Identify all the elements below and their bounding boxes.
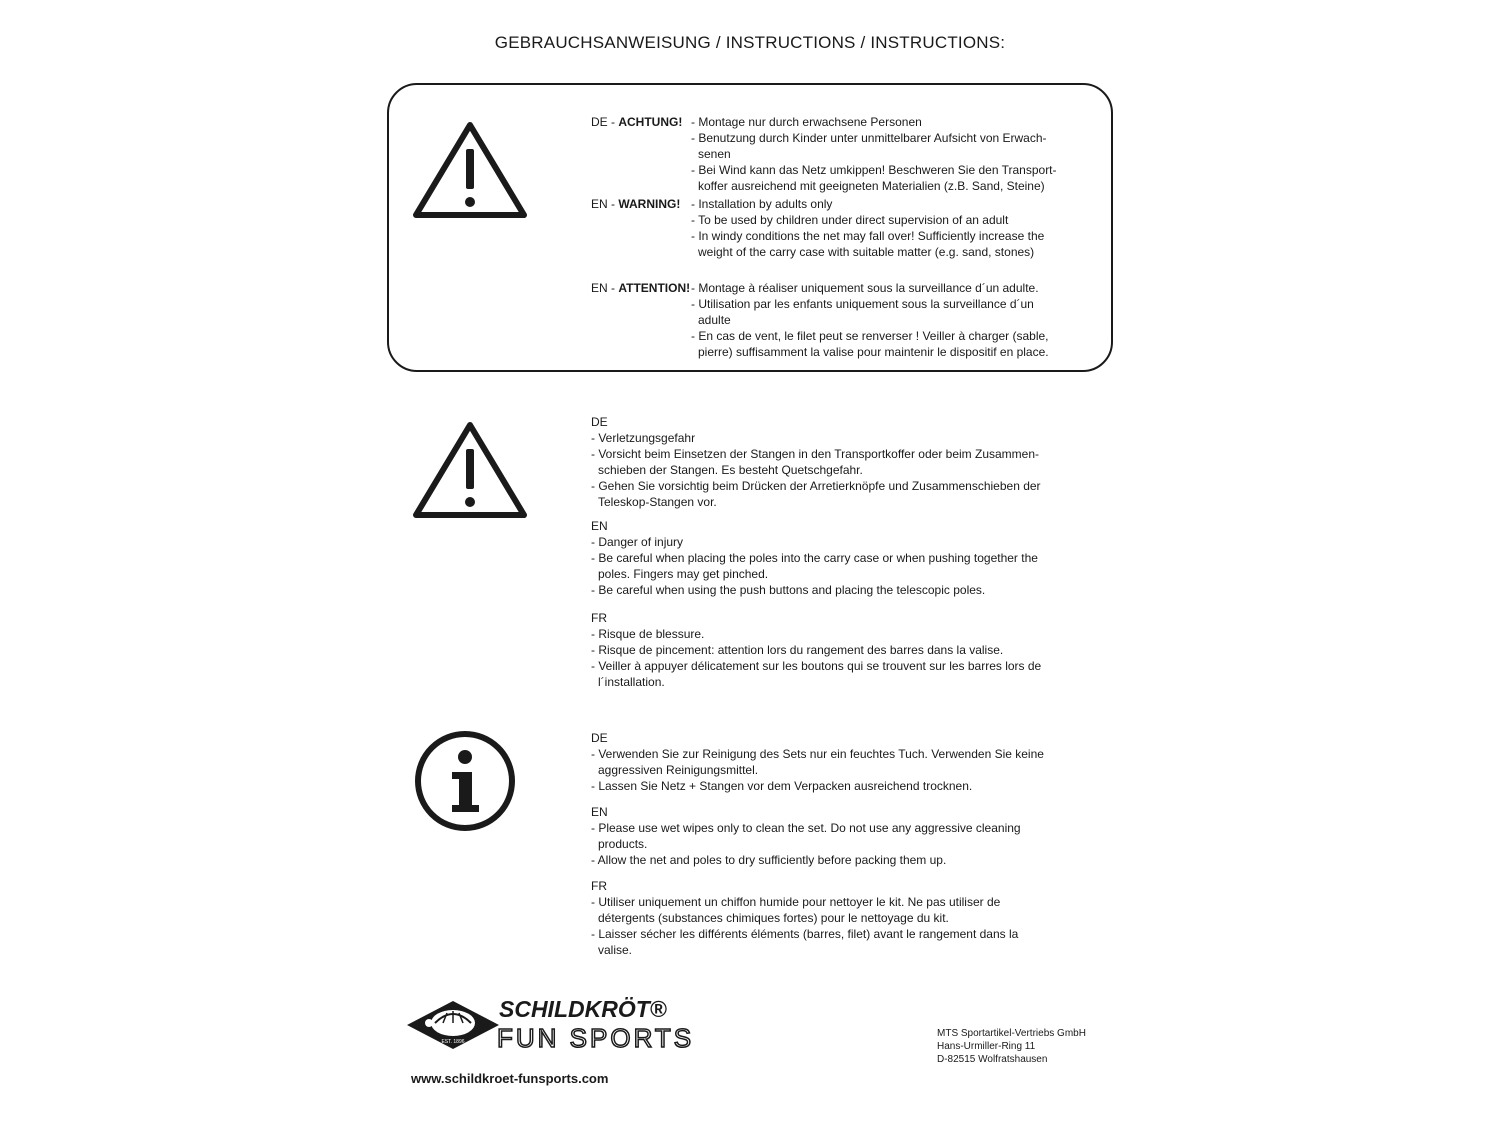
logo-badge: EST. 1896 <box>441 1039 465 1045</box>
injury-block <box>591 414 1071 510</box>
lang-code: DE <box>591 731 608 745</box>
list-item-line: koffer ausreichend mit geeigneten Materialien (z.B. Sand, Steine) <box>698 179 1045 193</box>
list-item-line: - Be careful when using the push buttons and placing the telescopic poles. <box>591 583 986 597</box>
list-item-line: senen <box>698 147 731 161</box>
logo-sub: FUN SPORTS <box>497 1023 695 1053</box>
address-line: MTS Sportartikel-Vertriebs GmbH <box>937 1028 1086 1039</box>
warning-items <box>691 114 1071 194</box>
warning-icon <box>410 117 530 223</box>
list-item-line: l´installation. <box>598 675 665 689</box>
warning-block <box>591 196 1071 260</box>
warning-word: ACHTUNG! <box>618 115 683 129</box>
warning-label <box>591 114 691 130</box>
injury-block <box>591 518 1071 598</box>
list-item-line: - Utiliser uniquement un chiffon humide pour nettoyer le kit. Ne pas utiliser de <box>591 895 1001 909</box>
lang-code: FR <box>591 879 607 893</box>
list-item-line: aggressiven Reinigungsmittel. <box>598 763 759 777</box>
list-item-line: adulte <box>698 313 731 327</box>
warning-word: WARNING! <box>618 197 681 211</box>
list-item-line: - Veiller à appuyer délicatement sur les boutons qui se trouvent sur les barres lors de <box>591 659 1042 673</box>
warning-block <box>591 114 1071 194</box>
care-block <box>591 804 1071 868</box>
warning-icon <box>410 417 530 523</box>
list-item-line: schieben der Stangen. Es besteht Quetschgefahr. <box>598 463 863 477</box>
list-item-line: - Allow the net and poles to dry sufficiently before packing them up. <box>591 853 947 867</box>
company-address <box>937 1027 1086 1066</box>
list-item-line: - Laisser sécher les différents éléments (barres, filet) avant le rangement dans la <box>591 927 1019 941</box>
logo-brand: SCHILDKRÖT® <box>499 996 667 1022</box>
warning-word: ATTENTION! <box>618 281 691 295</box>
list-item-line: - En cas de vent, le filet peut se renverser ! Veiller à charger (sable, <box>691 329 1049 343</box>
address-line: D-82515 Wolfratshausen <box>937 1054 1048 1065</box>
list-item-line: Teleskop-Stangen vor. <box>598 495 717 509</box>
lang-code: FR <box>591 611 607 625</box>
list-item-line: - Risque de pincement: attention lors du rangement des barres dans la valise. <box>591 643 1004 657</box>
address-line: Hans-Urmiller-Ring 11 <box>937 1041 1036 1052</box>
list-item-line: - Gehen Sie vorsichtig beim Drücken der Arretierknöpfe und Zusammenschieben der <box>591 479 1041 493</box>
list-item-line: - Verletzungsgefahr <box>591 431 696 445</box>
list-item-line: poles. Fingers may get pinched. <box>598 567 769 581</box>
brand-logo <box>405 993 725 1055</box>
list-item-line: détergents (substances chimiques fortes) pour le nettoyage du kit. <box>598 911 949 925</box>
list-item-line: weight of the carry case with suitable matter (e.g. sand, stones) <box>698 245 1035 259</box>
list-item-line: - Please use wet wipes only to clean the set. Do not use any aggressive cleaning <box>591 821 1021 835</box>
list-item-line: - Lassen Sie Netz + Stangen vor dem Verpacken ausreichend trocknen. <box>591 779 973 793</box>
list-item-line: - Be careful when placing the poles into the carry case or when pushing together the <box>591 551 1038 565</box>
warning-label <box>591 280 691 296</box>
warning-items <box>691 280 1071 360</box>
info-icon <box>412 728 518 834</box>
list-item-line: - Benutzung durch Kinder unter unmittelbarer Aufsicht von Erwach- <box>691 131 1047 145</box>
list-item-line: - Installation by adults only <box>691 197 833 211</box>
lang-code: EN - <box>591 197 619 211</box>
list-item-line: pierre) suffisamment la valise pour maintenir le dispositif en place. <box>698 345 1049 359</box>
list-item-line: - Vorsicht beim Einsetzen der Stangen in den Transportkoffer oder beim Zusammen- <box>591 447 1040 461</box>
lang-code: DE - <box>591 115 619 129</box>
list-item-line: products. <box>598 837 648 851</box>
page-title: GEBRAUCHSANWEISUNG / INSTRUCTIONS / INSTRUCTIONS: <box>494 33 1006 52</box>
lang-code: EN - <box>591 281 619 295</box>
care-block <box>591 878 1071 958</box>
care-block <box>591 730 1071 794</box>
lang-code: DE <box>591 415 608 429</box>
warning-items <box>691 196 1071 260</box>
list-item-line: - In windy conditions the net may fall over! Sufficiently increase the <box>691 229 1045 243</box>
turtle-logo-icon <box>407 1001 499 1049</box>
website-link[interactable]: www.schildkroet-funsports.com <box>411 1071 609 1086</box>
list-item-line: - Danger of injury <box>591 535 684 549</box>
list-item-line: - Risque de blessure. <box>591 627 705 641</box>
list-item-line: - Montage nur durch erwachsene Personen <box>691 115 922 129</box>
list-item-line: - To be used by children under direct supervision of an adult <box>691 213 1009 227</box>
list-item-line: valise. <box>598 943 633 957</box>
list-item-line: - Utilisation par les enfants uniquement sous la surveillance d´un <box>691 297 1034 311</box>
list-item-line: - Montage à réaliser uniquement sous la surveillance d´un adulte. <box>691 281 1039 295</box>
warning-block <box>591 280 1071 360</box>
lang-code: EN <box>591 519 608 533</box>
list-item-line: - Bei Wind kann das Netz umkippen! Beschweren Sie den Transport- <box>691 163 1057 177</box>
injury-block <box>591 610 1071 690</box>
list-item-line: - Verwenden Sie zur Reinigung des Sets nur ein feuchtes Tuch. Verwenden Sie keine <box>591 747 1044 761</box>
lang-code: EN <box>591 805 608 819</box>
warning-label <box>591 196 691 212</box>
